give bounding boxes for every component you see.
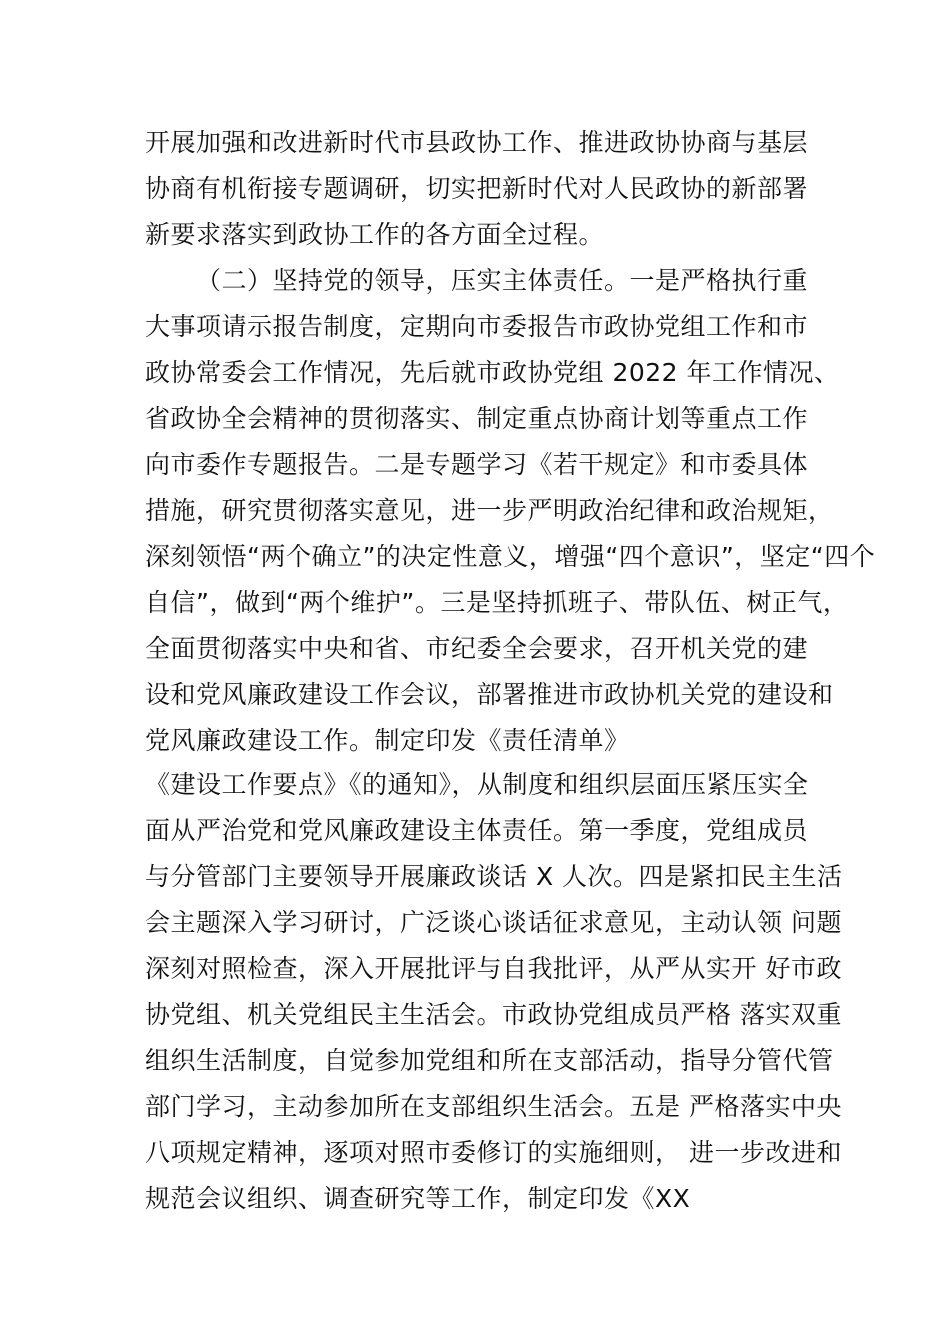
text-line: 党风廉政建设工作。制定印发《责任清单》 <box>145 726 630 755</box>
text-line: 组织生活制度，自觉参加党组和所在支部活动，指导分管代管 <box>145 1046 834 1075</box>
text-line: 规范会议组织、调查研究等工作，制定印发《XX <box>145 1184 691 1213</box>
text-line: 《建设工作要点》《的通知》，从制度和组织层面压紧压实全 <box>145 770 809 799</box>
text-line: 向市委作专题报告。二是专题学习《若干规定》和市委具体 <box>145 450 809 479</box>
text-line: 开展加强和改进新时代市县政协工作、推进政协协商与基层 <box>145 128 809 157</box>
text-line: 深刻领悟“两个确立”的决定性意义，增强“四个意识”，坚定“四个 <box>145 542 876 571</box>
text-line: 自信”，做到“两个维护”。三是坚持抓班子、带队伍、树正气， <box>145 588 849 617</box>
text-line: 省政协全会精神的贯彻落实、制定重点协商计划等重点工作 <box>145 404 809 433</box>
text-line: 部门学习，主动参加所在支部组织生活会。五是 严格落实中央 <box>145 1092 842 1121</box>
text-line: 新要求落实到政协工作的各方面全过程。 <box>145 220 605 249</box>
text-line: 面从严治党和党风廉政建设主体责任。第一季度，党组成员 <box>145 816 809 845</box>
text-line: 大事项请示报告制度，定期向市委报告市政协党组工作和市 <box>145 312 809 341</box>
text-line: 八项规定精神，逐项对照市委修订的实施细则， 进一步改进和 <box>145 1138 842 1167</box>
text-line: 设和党风廉政建设工作会议，部署推进市政协机关党的建设和 <box>145 680 834 709</box>
text-line: 深刻对照检查，深入开展批评与自我批评，从严从实开 好市政 <box>145 954 842 983</box>
text-line: 全面贯彻落实中央和省、市纪委全会要求，召开机关党的建 <box>145 634 809 663</box>
text-line: 政协常委会工作情况，先后就市政协党组 2022 年工作情况、 <box>145 358 840 387</box>
text-line: 协党组、机关党组民主生活会。市政协党组成员严格 落实双重 <box>145 1000 842 1029</box>
text-line: 措施，研究贯彻落实意见，进一步严明政治纪律和政治规矩， <box>145 496 834 525</box>
text-line: 会主题深入学习研讨，广泛谈心谈话征求意见，主动认领 问题 <box>145 908 842 937</box>
text-line: （二）坚持党的领导，压实主体责任。一是严格执行重 <box>196 266 809 295</box>
text-line: 协商有机衔接专题调研，切实把新时代对人民政协的新部署 <box>145 174 809 203</box>
text-line: 与分管部门主要领导开展廉政谈话 X 人次。四是紧扣民主生活 <box>145 862 843 891</box>
